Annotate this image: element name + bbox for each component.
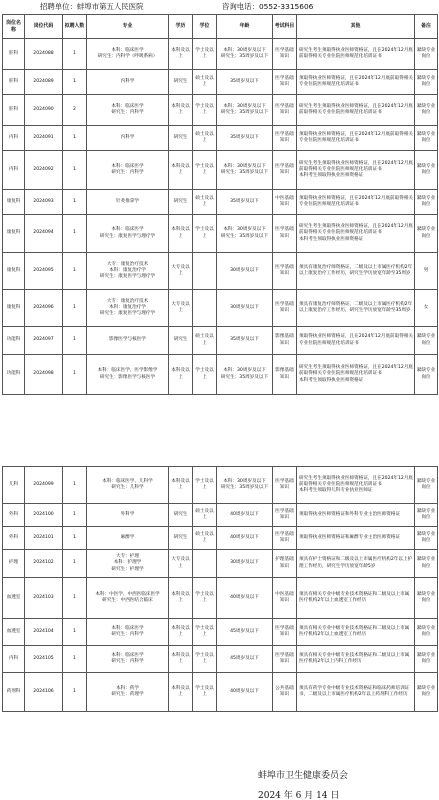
cell-num: 1 [63, 646, 87, 673]
cell-edu: 本科及以上 [169, 151, 193, 190]
col-header: 备注 [415, 15, 438, 39]
cell-major: 本科：临床医学 研究生：内科学 [87, 646, 169, 673]
cell-num: 1 [63, 504, 87, 527]
table-row [3, 673, 438, 712]
cell-age: 35周岁及以下 [217, 190, 273, 215]
cell-edu: 研究生 [169, 504, 193, 527]
cell-note: 紧缺专业岗位 [415, 578, 438, 619]
cell-degree: 学士及以上 [193, 39, 217, 70]
cell-exam: 医学基础知识 [273, 151, 297, 190]
cell-major: 外科学 [87, 504, 169, 527]
cell-code: 2024102 [25, 550, 63, 578]
cell-major: 大专：康复治疗技术 本科：康复治疗学 研究生：康复医学与理疗学 [87, 290, 169, 327]
cell-degree: 学士及以上 [193, 646, 217, 673]
cell-name: 血透室 [3, 619, 25, 646]
cell-code: 2024094 [25, 215, 63, 253]
cell-age: 本科：30周岁及以下 研究生：35周岁及以下 [217, 39, 273, 70]
cell-code: 2024100 [25, 504, 63, 527]
cell-degree [193, 253, 217, 290]
cell-major: 针灸推拿学 [87, 190, 169, 215]
cell-other: 须具有护士资格证和二级及以上市属医疗机构2年以上护理工作经历，研究生学历放宽年龄5岁 [297, 550, 415, 578]
cell-name: 护理 [3, 550, 25, 578]
cell-note: 紧缺专业岗位 [415, 673, 438, 712]
col-header: 考试科目 [273, 15, 297, 39]
cell-degree: 硕士及以上 [193, 70, 217, 95]
cell-num: 1 [63, 290, 87, 327]
cell-other: 须具有康复治疗师资格证，二级及以上市属医疗机构2年以上康复治疗工作经历，研究生学历放宽年龄至35周岁 [297, 290, 415, 327]
cell-name: 内科 [3, 646, 25, 673]
cell-age: 35周岁及以下 [217, 70, 273, 95]
cell-exam: 护理基础知识 [273, 550, 297, 578]
cell-code: 2024105 [25, 646, 63, 673]
cell-major: 影像医学与核医学 [87, 327, 169, 355]
cell-code: 2024106 [25, 673, 63, 712]
table-row [3, 355, 438, 395]
cell-note: 紧缺专业岗位 [415, 190, 438, 215]
table-row [3, 95, 438, 126]
cell-note: 紧缺专业岗位 [415, 646, 438, 673]
cell-degree: 学士及以上 [193, 467, 217, 504]
table-row [3, 253, 438, 290]
cell-edu: 大专及以上 [169, 253, 193, 290]
cell-major: 本科：临床医学 研究生：内科学 [87, 95, 169, 126]
table-row [3, 619, 438, 646]
col-header: 学位 [193, 15, 217, 39]
cell-name: 内科 [3, 151, 25, 190]
cell-other: 研究生考生须取得执业医师资格证，且在2024年12月底前取得相关专业住院医师规范化培训证书 本科考生须取得执业医师资格证 [297, 151, 415, 190]
cell-name: 功能科 [3, 327, 25, 355]
cell-major: 内科学 [87, 70, 169, 95]
cell-exam: 影像基础知识 [273, 327, 297, 355]
cell-name: 肝科 [3, 70, 25, 95]
recruitment-table-page1 [2, 14, 438, 395]
table-row [3, 190, 438, 215]
cell-edu: 本科及以上 [169, 95, 193, 126]
cell-exam: 公共基础知识 [273, 673, 297, 712]
cell-major: 本科：药学 研究生：药理学 [87, 673, 169, 712]
cell-num: 1 [63, 467, 87, 504]
table-row [3, 527, 438, 550]
cell-edu: 研究生 [169, 70, 193, 95]
cell-num: 1 [63, 151, 87, 190]
col-header: 其他 [297, 15, 415, 39]
cell-num: 1 [63, 327, 87, 355]
cell-degree: 学士及以上 [193, 355, 217, 395]
cell-age: 40周岁及以下 [217, 673, 273, 712]
cell-age: 本科：30周岁及以下 研究生：35周岁及以下 [217, 151, 273, 190]
cell-name: 肝科 [3, 39, 25, 70]
cell-num: 1 [63, 527, 87, 550]
cell-major: 本科：临床医学 研究生：内科学 [87, 151, 169, 190]
cell-degree [193, 290, 217, 327]
cell-note: 紧缺专业岗位 [415, 151, 438, 190]
cell-name: 康复科 [3, 290, 25, 327]
cell-degree: 学士及以上 [193, 619, 217, 646]
cell-major: 本科：临床医学 研究生：康复医学与理疗学 [87, 215, 169, 253]
cell-note: 紧缺专业岗位 [415, 504, 438, 527]
cell-num: 1 [63, 619, 87, 646]
cell-name: 康复科 [3, 253, 25, 290]
table-row [3, 39, 438, 70]
cell-major: 本科：临床医学、医学影像学 研究生：影像医学与核医学 [87, 355, 169, 395]
cell-note: 紧缺专业岗位 [415, 467, 438, 504]
cell-other: 研究生考生须取得执业医师资格证，且在2024年12月底前取得相关专业住院医师规范化培训证书 本科考生须取得儿科专业执业医师证 [297, 467, 415, 504]
cell-code: 2024099 [25, 467, 63, 504]
cell-edu: 本科及以上 [169, 578, 193, 619]
cell-age: 35周岁及以下 [217, 126, 273, 151]
recruitment-table-page2 [2, 466, 438, 712]
cell-degree: 硕士及以上 [193, 327, 217, 355]
cell-other: 须取得执业医师资格证，且在2024年12月底前取得相关专业住院医师规范化培训证书 [297, 126, 415, 151]
table-row [3, 578, 438, 619]
cell-code: 2024098 [25, 355, 63, 395]
cell-code: 2024091 [25, 126, 63, 151]
cell-num: 1 [63, 39, 87, 70]
cell-other: 须具有康复治疗师资格证，二级及以上市属医疗机构2年以上康复治疗工作经历，研究生学历放宽年龄至35周岁 [297, 253, 415, 290]
cell-other: 研究生考生须取得执业医师资格证，且在2024年12月底前取得相关专业住院医师规范化培训证书 [297, 95, 415, 126]
cell-degree: 硕士及以上 [193, 126, 217, 151]
cell-name: 内科 [3, 126, 25, 151]
cell-note: 紧缺专业岗位 [415, 70, 438, 95]
cell-note: 紧缺专业岗位 [415, 327, 438, 355]
cell-other: 研究生考生须取得执业医师资格证，且在2024年12月底前取得相关专业住院医师规范化培训证书 本科考生须取得执业医师资格证 [297, 355, 415, 395]
cell-age: 40周岁及以下 [217, 527, 273, 550]
cell-code: 2024088 [25, 39, 63, 70]
table-row [3, 290, 438, 327]
table-row [3, 504, 438, 527]
cell-name: 外科 [3, 504, 25, 527]
cell-age: 35周岁及以下 [217, 327, 273, 355]
table-header-row [3, 15, 438, 39]
cell-edu: 研究生 [169, 126, 193, 151]
cell-degree [193, 550, 217, 578]
cell-degree: 学士及以上 [193, 215, 217, 253]
cell-code: 2024095 [25, 253, 63, 290]
footer-org-text: 蚌埠市卫生健康委员会 [258, 771, 349, 781]
table-row [3, 70, 438, 95]
cell-name: 肝科 [3, 95, 25, 126]
cell-name: 康复科 [3, 190, 25, 215]
table-body-page2 [3, 467, 438, 712]
cell-name: 血透室 [3, 578, 25, 619]
cell-note: 紧缺专业岗位 [415, 126, 438, 151]
cell-exam: 医学基础知识 [273, 39, 297, 70]
cell-degree: 学士及以上 [193, 151, 217, 190]
cell-major: 本科：临床医学 研究生：内科学 [87, 619, 169, 646]
cell-other: 研究生考生须取得执业医师资格证，且在2024年12月底前取得相关专业住院医师规范化培训证书 [297, 39, 415, 70]
cell-degree: 学士及以上 [193, 673, 217, 712]
table-row [3, 550, 438, 578]
cell-exam: 医学基础知识 [273, 70, 297, 95]
cell-degree: 硕士及以上 [193, 504, 217, 527]
cell-exam: 医学基础知识 [273, 467, 297, 504]
cell-edu: 本科及以上 [169, 673, 193, 712]
cell-other: 须具有相关专业中级专业技术资格证和二级及以上市属医疗机构2年以上内科工作经历 [297, 646, 415, 673]
table-row [3, 467, 438, 504]
cell-other: 须具有相关专业中级专业技术资格证和二级及以上市属医疗机构2年以上血透室工作经历 [297, 578, 415, 619]
col-header: 年龄 [217, 15, 273, 39]
cell-age: 本科：30周岁及以下 研究生：35周岁及以下 [217, 355, 273, 395]
cell-name: 外科 [3, 527, 25, 550]
cell-note: 女 [415, 290, 438, 327]
cell-degree: 学士及以上 [193, 578, 217, 619]
cell-other: 须取得执业医师资格证，且在2024年12月底前取得相关专业住院医师规范化培训证书 [297, 190, 415, 215]
recruitment-header [0, 0, 439, 14]
cell-exam: 医学基础知识 [273, 527, 297, 550]
cell-edu: 本科及以上 [169, 355, 193, 395]
cell-other: 须具有相关专业中级专业技术资格证和二级及以上市属医疗机构2年以上血透室工作经历 [297, 619, 415, 646]
cell-code: 2024103 [25, 578, 63, 619]
cell-exam: 医学基础知识 [273, 504, 297, 527]
cell-code: 2024089 [25, 70, 63, 95]
cell-age: 40周岁及以下 [217, 504, 273, 527]
cell-edu: 本科及以上 [169, 467, 193, 504]
col-header: 岗位代码 [25, 15, 63, 39]
cell-note: 男 [415, 253, 438, 290]
cell-num: 1 [63, 190, 87, 215]
cell-note: 紧缺专业岗位 [415, 95, 438, 126]
cell-name: 康复科 [3, 215, 25, 253]
cell-code: 2024092 [25, 151, 63, 190]
cell-code: 2024093 [25, 190, 63, 215]
cell-num: 1 [63, 673, 87, 712]
cell-num: 1 [63, 550, 87, 578]
cell-age: 40周岁及以下 [217, 578, 273, 619]
cell-edu: 大专及以上 [169, 290, 193, 327]
cell-exam: 医学基础知识 [273, 95, 297, 126]
cell-exam: 医学基础知识 [273, 290, 297, 327]
cell-num: 1 [63, 355, 87, 395]
cell-major: 本科：临床医学、儿科学 研究生：儿科学 [87, 467, 169, 504]
cell-edu: 研究生 [169, 327, 193, 355]
cell-edu: 本科及以上 [169, 215, 193, 253]
cell-age: 45周岁及以下 [217, 646, 273, 673]
col-header: 学历 [169, 15, 193, 39]
cell-code: 2024096 [25, 290, 63, 327]
cell-major: 内科学 [87, 126, 169, 151]
cell-num: 1 [63, 70, 87, 95]
cell-age: 本科：30周岁及以下 研究生：35周岁及以下 [217, 95, 273, 126]
cell-edu: 研究生 [169, 190, 193, 215]
cell-note: 紧缺专业岗位 [415, 355, 438, 395]
cell-note: 紧缺专业岗位 [415, 39, 438, 70]
cell-exam: 医学基础知识 [273, 126, 297, 151]
table-row [3, 126, 438, 151]
cell-code: 2024104 [25, 619, 63, 646]
cell-exam: 医学基础知识 [273, 253, 297, 290]
phone-label: 咨询电话：0552-3315606 [222, 2, 314, 11]
cell-edu: 大专及以上 [169, 550, 193, 578]
col-header: 岗位名称 [3, 15, 25, 39]
cell-edu: 本科及以上 [169, 619, 193, 646]
cell-name: 儿科 [3, 467, 25, 504]
cell-degree: 硕士及以上 [193, 527, 217, 550]
cell-degree: 学士及以上 [193, 95, 217, 126]
cell-num: 1 [63, 253, 87, 290]
cell-age: 30周岁及以下 [217, 290, 273, 327]
cell-exam: 影像基础知识 [273, 355, 297, 395]
cell-code: 2024090 [25, 95, 63, 126]
cell-note: 紧缺专业岗位 [415, 619, 438, 646]
cell-edu: 研究生 [169, 527, 193, 550]
cell-exam: 医学基础知识 [273, 619, 297, 646]
cell-other: 须取得执业医师资格证和麻醉专业主治医师资格证 [297, 527, 415, 550]
cell-major: 本科：临床医学 研究生：内科学（呼吸系病） [87, 39, 169, 70]
cell-age: 30周岁及以下 [217, 253, 273, 290]
employer-label: 招聘单位：蚌埠市第五人民医院 [40, 2, 144, 11]
cell-name: 功能科 [3, 355, 25, 395]
table-row [3, 215, 438, 253]
cell-other: 须取得执业医师资格证和外科专业主治医师资格证 [297, 504, 415, 527]
cell-code: 2024101 [25, 527, 63, 550]
cell-age: 本科：30周岁及以下 研究生：35周岁及以下 [217, 215, 273, 253]
table-row [3, 646, 438, 673]
cell-age: 30周岁及以下 [217, 550, 273, 578]
cell-exam: 中医基础知识 [273, 190, 297, 215]
cell-exam: 中医基础知识 [273, 578, 297, 619]
cell-note: 紧缺专业岗位 [415, 527, 438, 550]
table-row [3, 151, 438, 190]
footer-date-text: 2024 年 6 月 14 日 [258, 791, 340, 800]
cell-age: 本科：30周岁及以下 研究生：35周岁及以下 [217, 467, 273, 504]
cell-code: 2024097 [25, 327, 63, 355]
cell-exam: 医学基础知识 [273, 646, 297, 673]
cell-edu: 本科及以上 [169, 39, 193, 70]
cell-other: 须取得执业医师资格证，且在2024年12月底前取得相关专业住院医师规范化培训证书 [297, 327, 415, 355]
cell-other: 须取得执业医师资格证，且在2024年12月底前取得相关专业住院医师规范化培训证书 [297, 70, 415, 95]
cell-num: 1 [63, 126, 87, 151]
col-header: 拟聘人数 [63, 15, 87, 39]
cell-major: 本科：中医学、中西医临床医学 研究生：中西医结合临床 [87, 578, 169, 619]
cell-other: 须具有药学专业中级专业技术资格证和临床药师培训证书，二级及以上市属医疗机构2年以上药剂科工作经历 [297, 673, 415, 712]
cell-num: 1 [63, 215, 87, 253]
cell-num: 2 [63, 95, 87, 126]
cell-num: 1 [63, 578, 87, 619]
cell-note: 紧缺专业岗位 [415, 550, 438, 578]
cell-degree: 硕士及以上 [193, 190, 217, 215]
cell-name: 药剂科 [3, 673, 25, 712]
cell-major: 麻醉学 [87, 527, 169, 550]
cell-age: 45周岁及以下 [217, 619, 273, 646]
table-body-page1 [3, 39, 438, 395]
cell-major: 大专：康复治疗技术 本科：康复治疗学 研究生：康复医学与理疗学 [87, 253, 169, 290]
cell-exam: 医学基础知识 [273, 215, 297, 253]
cell-major: 大专：护理 本科：护理学 研究生：护理学 [87, 550, 169, 578]
col-header: 专业 [87, 15, 169, 39]
cell-note: 紧缺专业岗位 [415, 215, 438, 253]
cell-edu: 本科及以上 [169, 646, 193, 673]
cell-other: 研究生考生须取得执业医师资格证，且在2024年12月底前取得相关专业住院医师规范化培训证书 本科考生须取得执业医师资格证 [297, 215, 415, 253]
table-row [3, 327, 438, 355]
